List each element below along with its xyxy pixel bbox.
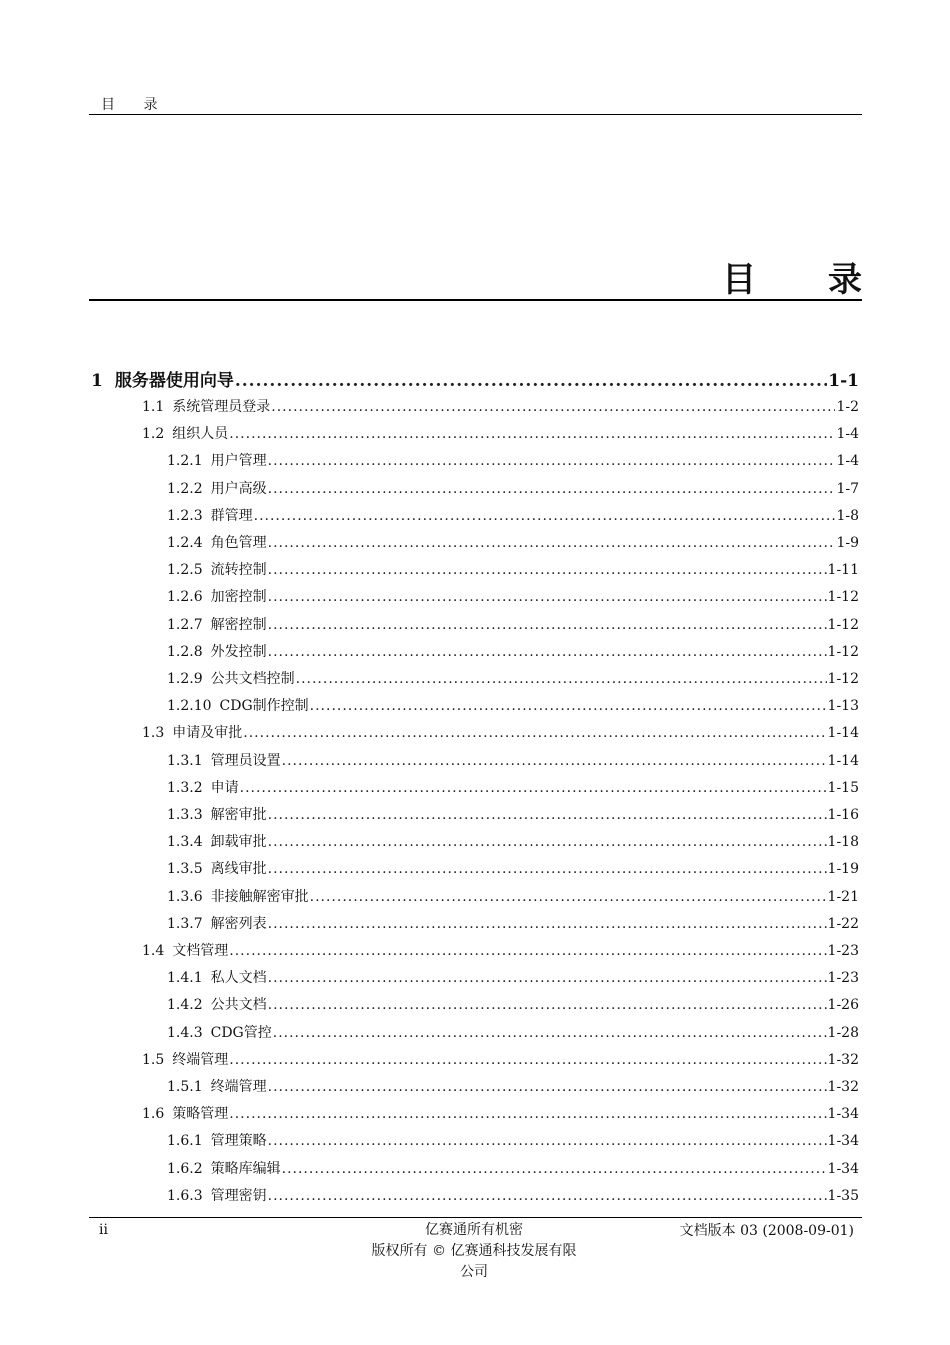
- toc-entry-page: 1-12: [827, 671, 859, 687]
- toc-entry-page: 1-22: [827, 915, 859, 932]
- toc-entry-number: 1.4: [142, 943, 165, 959]
- toc-entry-number: 1.2.3: [167, 507, 203, 524]
- toc-entry-label: 解密控制: [210, 616, 267, 633]
- toc-entry-label: 卸载审批: [210, 834, 267, 851]
- toc-entry[interactable]: [167, 777, 859, 797]
- toc-entry-label: 终端管理: [172, 1051, 229, 1068]
- toc-entry-label: 离线审批: [210, 861, 267, 878]
- toc-entry[interactable]: [167, 478, 859, 498]
- toc-entry-label: 非接触解密审批: [210, 888, 309, 905]
- toc-leader-dots: [310, 698, 827, 714]
- page-footer: [89, 1217, 862, 1288]
- toc-leader-dots: [268, 535, 836, 551]
- toc-entry-label: CDG制作控制: [219, 698, 309, 715]
- toc-leader-dots: [243, 725, 826, 741]
- toc-leader-dots: [268, 1133, 827, 1149]
- toc-entry-label: 群管理: [210, 507, 253, 524]
- toc-leader-dots: [282, 753, 827, 769]
- toc-entry[interactable]: [167, 559, 859, 579]
- page-title: 目 录: [722, 260, 892, 300]
- footer-page-number: ii: [99, 1222, 108, 1238]
- toc-leader-dots: [282, 1161, 827, 1177]
- toc-entry-number: 1.3.7: [167, 915, 203, 932]
- toc-entry-number: 1.6: [142, 1106, 165, 1123]
- toc-entry-page: 1-7: [836, 480, 859, 497]
- toc-entry-label: 管理员设置: [210, 752, 281, 769]
- toc-leader-dots: [254, 508, 836, 524]
- toc-entry-page: 1-15: [827, 779, 859, 796]
- toc-entry-number: 1.5: [142, 1051, 165, 1068]
- toc-entry[interactable]: [167, 858, 859, 878]
- toc-leader-dots: [240, 780, 827, 796]
- toc-leader-dots: [229, 1106, 826, 1122]
- toc-entry-number: 1.2.8: [167, 643, 203, 660]
- toc-entry-page: 1-26: [827, 997, 859, 1014]
- toc-leader-dots: [268, 481, 836, 497]
- toc-leader-dots: [268, 1079, 827, 1095]
- toc-leader-dots: [235, 371, 827, 391]
- toc-entry-page: 1-18: [827, 834, 859, 851]
- toc-entry[interactable]: [142, 1049, 859, 1069]
- toc-heading: [89, 250, 892, 301]
- toc-entry[interactable]: [142, 396, 859, 416]
- toc-entry-number: 1.6.3: [167, 1187, 203, 1204]
- toc-entry-label: CDG管控: [210, 1024, 272, 1041]
- toc-entry-page: 1-34: [827, 1160, 859, 1177]
- toc-entry[interactable]: [142, 1103, 859, 1123]
- toc-entry-page: 1-2: [836, 399, 859, 415]
- toc-entry[interactable]: [167, 1076, 859, 1096]
- toc-entry-number: 1.2.10: [167, 698, 212, 715]
- toc-entry-page: 1-4: [836, 426, 859, 443]
- toc-entry-number: 1.3.5: [167, 861, 203, 878]
- toc-entry-page: 1-11: [827, 562, 859, 579]
- toc-entry-label: 解密列表: [210, 915, 267, 932]
- toc-entry-label: 文档管理: [172, 943, 229, 959]
- toc-entry-page: 1-16: [827, 807, 859, 823]
- toc-entry-number: 1.4.1: [167, 970, 203, 987]
- toc-entry-number: 1.2.6: [167, 589, 203, 606]
- toc-entry-page: 1-28: [827, 1024, 859, 1041]
- toc-entry[interactable]: [142, 423, 859, 443]
- toc-entry-label: 流转控制: [210, 562, 267, 579]
- toc-entry-label: 用户管理: [210, 453, 267, 470]
- toc-leader-dots: [271, 399, 835, 415]
- toc-entry-page: 1-12: [827, 616, 859, 633]
- toc-entry-page: 1-35: [827, 1187, 859, 1204]
- toc-leader-dots: [268, 807, 827, 823]
- toc-entry[interactable]: [142, 940, 859, 960]
- toc-entry-page: 1-9: [836, 535, 859, 551]
- toc-entry-number: 1.3: [142, 725, 165, 742]
- toc-entry-number: 1.2.2: [167, 480, 203, 497]
- footer-confidential: 亿赛通所有机密: [425, 1222, 523, 1238]
- toc-entry-label: 公共文档: [210, 997, 267, 1014]
- footer-copyright-line1: 版权所有 © 亿赛通科技发展有限: [371, 1243, 577, 1259]
- toc-entry-label: 系统管理员登录: [172, 399, 271, 415]
- toc-entry-page: 1-23: [827, 943, 859, 959]
- toc-entry[interactable]: [167, 695, 859, 715]
- toc-entry-label: 公共文档控制: [210, 671, 295, 687]
- toc-leader-dots: [268, 861, 827, 877]
- toc-entry[interactable]: [167, 913, 859, 933]
- toc-entry-number: 1.3.6: [167, 888, 203, 905]
- toc-entry[interactable]: [167, 804, 859, 824]
- toc-entry-page: 1-32: [827, 1051, 859, 1068]
- toc-entry-number: 1.2.1: [167, 453, 203, 470]
- toc-entry-label: 组织人员: [172, 426, 229, 443]
- toc-entry-number: 1.2.5: [167, 562, 203, 579]
- toc-leader-dots: [268, 970, 827, 986]
- page-header: [89, 92, 862, 115]
- toc-entry-page: 1-34: [827, 1133, 859, 1150]
- toc-entry-number: 1.2.7: [167, 616, 203, 633]
- toc-entry-page: 1-14: [827, 752, 859, 769]
- toc-entry-number: 1.2: [142, 426, 165, 443]
- toc-leader-dots: [268, 834, 827, 850]
- toc-leader-dots: [229, 1052, 826, 1068]
- toc-entry-label: 策略管理: [172, 1106, 229, 1123]
- toc-entry-number: 1.6.1: [167, 1133, 203, 1150]
- toc-entry[interactable]: [167, 532, 859, 552]
- header-text: 目 录: [101, 97, 170, 113]
- toc-entry-label: 服务器使用向导: [114, 371, 234, 391]
- toc-entry[interactable]: [167, 614, 859, 634]
- toc-entry-label: 外发控制: [210, 643, 267, 660]
- toc-entry-page: 1-13: [827, 698, 859, 715]
- toc-entry-label: 私人文档: [210, 970, 267, 987]
- toc-entry[interactable]: [167, 1158, 859, 1178]
- toc-entry[interactable]: [167, 967, 859, 987]
- toc-entry-page: 1-19: [827, 861, 859, 878]
- toc-entry-number: 1.3.2: [167, 779, 203, 796]
- toc-leader-dots: [268, 916, 827, 932]
- toc-entry-label: 加密控制: [210, 589, 267, 606]
- toc-entry-number: 1.3.3: [167, 807, 203, 823]
- toc-leader-dots: [268, 1188, 827, 1204]
- toc-entry[interactable]: [167, 1022, 859, 1042]
- toc-leader-dots: [268, 997, 827, 1013]
- toc-entry[interactable]: [91, 366, 859, 391]
- toc-entry-label: 角色管理: [210, 535, 267, 551]
- toc-entry-label: 用户高级: [210, 480, 267, 497]
- toc-entry-page: 1-12: [827, 643, 859, 660]
- toc-entry-number: 1.6.2: [167, 1160, 203, 1177]
- toc-leader-dots: [268, 617, 827, 633]
- toc-leader-dots: [273, 1025, 827, 1041]
- toc-entry[interactable]: [167, 1130, 859, 1150]
- toc-entry[interactable]: [167, 994, 859, 1014]
- toc-entry[interactable]: [167, 450, 859, 470]
- toc-entry-page: 1-1: [828, 371, 859, 391]
- footer-copyright-line2: 公司: [460, 1264, 488, 1280]
- toc-entry-label: 管理密钥: [210, 1187, 267, 1204]
- toc-entry-number: 1.4.3: [167, 1024, 203, 1041]
- toc-entry-page: 1-12: [827, 589, 859, 606]
- toc-leader-dots: [268, 644, 827, 660]
- footer-center: [344, 1220, 604, 1283]
- toc-entry-number: 1.1: [142, 399, 165, 415]
- toc-entry-label: 解密审批: [210, 807, 267, 823]
- toc-entry-page: 1-4: [836, 453, 859, 470]
- toc-entry-number: 1: [91, 371, 103, 391]
- toc-entry-label: 终端管理: [210, 1079, 267, 1095]
- toc-entry-label: 申请及审批: [172, 725, 243, 742]
- toc-leader-dots: [268, 589, 827, 605]
- toc-entry-label: 策略库编辑: [210, 1160, 281, 1177]
- toc-entry[interactable]: [167, 831, 859, 851]
- toc-leader-dots: [229, 426, 835, 442]
- toc-entry-number: 1.2.4: [167, 535, 203, 551]
- toc-entry-number: 1.2.9: [167, 671, 203, 687]
- toc-entry-page: 1-8: [836, 507, 859, 524]
- footer-version: 文档版本 03 (2008-09-01): [679, 1223, 854, 1239]
- toc-entry-page: 1-23: [827, 970, 859, 987]
- toc-entry[interactable]: [167, 668, 859, 688]
- toc-entry-number: 1.3.4: [167, 834, 203, 851]
- toc-leader-dots: [229, 943, 826, 959]
- toc-leader-dots: [268, 562, 827, 578]
- toc-entry[interactable]: [167, 505, 859, 525]
- toc-entry[interactable]: [167, 641, 859, 661]
- toc-entry-label: 申请: [210, 779, 239, 796]
- toc-entry[interactable]: [167, 586, 859, 606]
- toc-leader-dots: [268, 453, 836, 469]
- toc-entry[interactable]: [167, 1185, 859, 1205]
- toc-entry-number: 1.5.1: [167, 1079, 203, 1095]
- toc-entry[interactable]: [167, 886, 859, 906]
- toc-entry[interactable]: [142, 722, 859, 742]
- toc-entry[interactable]: [167, 750, 859, 770]
- toc-entry-page: 1-14: [827, 725, 859, 742]
- toc-entry-number: 1.3.1: [167, 752, 203, 769]
- toc-entry-page: 1-32: [827, 1079, 859, 1095]
- toc-leader-dots: [296, 671, 827, 687]
- toc-entry-page: 1-34: [827, 1106, 859, 1123]
- toc-entry-number: 1.4.2: [167, 997, 203, 1014]
- toc-leader-dots: [310, 889, 827, 905]
- toc-entry-page: 1-21: [827, 888, 859, 905]
- toc-entry-label: 管理策略: [210, 1133, 267, 1150]
